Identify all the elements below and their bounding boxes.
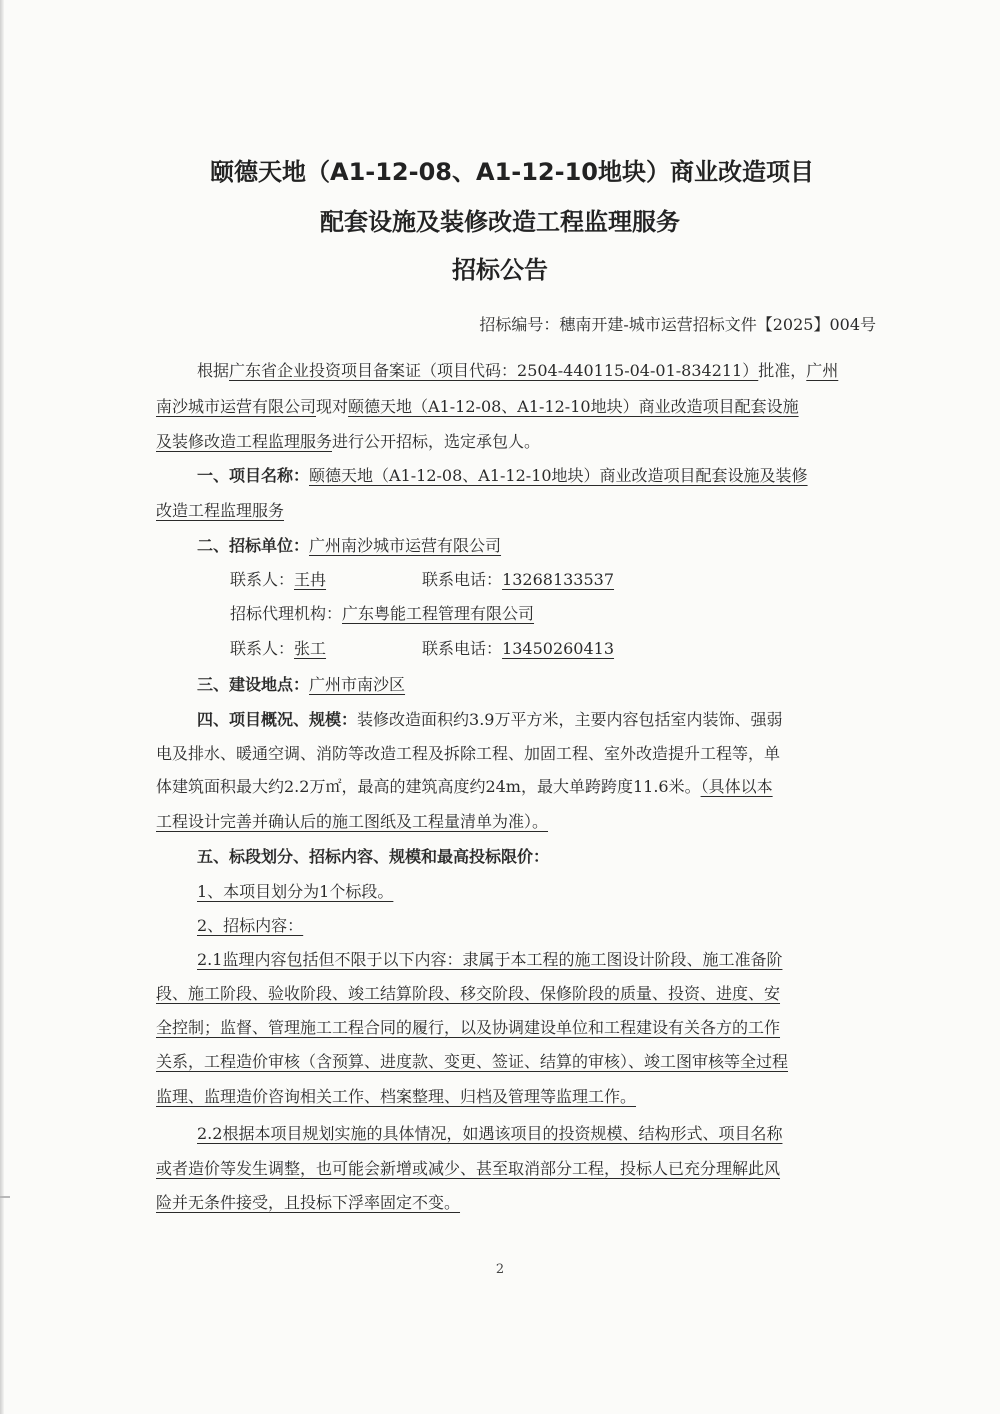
clause-2-1-line-5 bbox=[156, 1085, 636, 1109]
intro-line-3 bbox=[156, 430, 540, 454]
section-5-heading bbox=[197, 845, 549, 869]
phone-2-number: 13450260413 bbox=[502, 639, 615, 658]
section-4-text-3: 体建筑面积最大约2.2万㎡，最高的建筑高度约24m，最大单跨跨度11.6米。 bbox=[156, 777, 701, 796]
clause-2-1-text-2: 段、施工阶段、验收阶段、竣工结算阶段、移交阶段、保修阶段的质量、投资、进度、安 bbox=[156, 984, 781, 1003]
clause-2-1-line-4 bbox=[156, 1050, 788, 1074]
contact-2-line bbox=[230, 637, 614, 661]
tender-content-label: 2、招标内容： bbox=[197, 916, 304, 935]
contact-1-label: 联系人： bbox=[230, 570, 295, 589]
phone-1-label: 联系电话： bbox=[422, 570, 503, 589]
section-4-line-4 bbox=[156, 810, 548, 834]
page-number: 2 bbox=[495, 1262, 505, 1277]
clause-2-2-line-1 bbox=[197, 1122, 782, 1146]
document-title-line-3: 招标公告 bbox=[452, 256, 548, 284]
document-title-line-1: 颐德天地（A1-12-08、A1-12-10地块）商业改造项目 bbox=[210, 158, 814, 186]
scan-edge-mark bbox=[0, 1196, 10, 1198]
phone-1-number: 13268133537 bbox=[502, 570, 615, 589]
agency-name: 广东粤能工程管理有限公司 bbox=[342, 604, 535, 623]
project-name-part-2: 改造工程监理服务 bbox=[156, 501, 285, 520]
clause-2-1-line-3 bbox=[156, 1016, 780, 1040]
intro-project-part-1: 颐德天地（A1-12-08、A1-12-10地块）商业改造项目配套设施 bbox=[348, 397, 799, 416]
clause-2-1-text-4: 关系，工程造价审核（含预算、进度款、变更、签证、结算的审核）、竣工图审核等全过程 bbox=[156, 1052, 789, 1071]
agency-line bbox=[230, 602, 534, 626]
contact-2-name: 张工 bbox=[294, 639, 327, 658]
intro-org-part-2: 南沙城市运营有限公司 bbox=[156, 397, 317, 416]
section-4-note-part-2: 工程设计完善并确认后的施工图纸及工程量清单为准）。 bbox=[156, 812, 549, 831]
section-4-label: 四、项目概况、规模： bbox=[197, 710, 358, 729]
intro-certificate: 广东省企业投资项目备案证（项目代码：2504-440115-04-01-834211） bbox=[229, 361, 759, 380]
construction-site: 广州市南沙区 bbox=[309, 675, 406, 694]
clause-2-2-text-3: 险并无条件接受，且投标下浮率固定不变。 bbox=[156, 1193, 461, 1212]
clause-2-2-line-2 bbox=[156, 1157, 780, 1181]
clause-2-2-text-2: 或者造价等发生调整，也可能会新增或减少、甚至取消部分工程，投标人已充分理解此风 bbox=[156, 1159, 781, 1178]
document-title-line-2: 配套设施及装修改造工程监理服务 bbox=[320, 208, 680, 236]
intro-prefix: 根据 bbox=[197, 361, 230, 380]
clause-2-1-text-1: 2.1监理内容包括但不限于以下内容：隶属于本工程的施工图设计阶段、施工准备阶 bbox=[197, 950, 783, 969]
lot-division: 1、本项目划分为1个标段。 bbox=[197, 882, 394, 901]
intro-approval: 批准， bbox=[758, 361, 807, 380]
intro-now: 现对 bbox=[316, 397, 349, 416]
clause-2-2-line-3 bbox=[156, 1191, 460, 1215]
intro-line-1 bbox=[197, 359, 838, 383]
section-4-line-2: 电及排水、暖通空调、消防等改造工程及拆除工程、加固工程、室外改造提升工程等，单 bbox=[156, 744, 781, 763]
section-1-label: 一、项目名称： bbox=[197, 466, 310, 485]
tenderer-name: 广州南沙城市运营有限公司 bbox=[309, 536, 502, 555]
section-4-note-part-1: （具体以本 bbox=[700, 777, 773, 796]
clause-2-2-text-1: 2.2根据本项目规划实施的具体情况，如遇该项目的投资规模、结构形式、项目名称 bbox=[197, 1124, 783, 1143]
section-1-line-2 bbox=[156, 499, 284, 523]
bid-number: 招标编号：穗南开建-城市运营招标文件【2025】004号 bbox=[479, 315, 876, 334]
clause-2-1-text-3: 全控制；监督、管理施工工程合同的履行，以及协调建设单位和工程建设有关各方的工作 bbox=[156, 1018, 781, 1037]
contact-2-label: 联系人： bbox=[230, 639, 295, 658]
intro-line-2 bbox=[156, 395, 799, 419]
section-3-label: 三、建设地点： bbox=[197, 675, 310, 694]
contact-1-name: 王冉 bbox=[294, 570, 327, 589]
section-4-line-1 bbox=[197, 708, 782, 732]
intro-project-part-2: 及装修改造工程监理服务 bbox=[156, 432, 333, 451]
agency-label: 招标代理机构： bbox=[230, 604, 343, 623]
section-1-line-1 bbox=[197, 464, 808, 488]
clause-2-1-line-1 bbox=[197, 948, 782, 972]
section-4-text-1: 装修改造面积约3.9万平方米，主要内容包括室内装饰、强弱 bbox=[357, 710, 783, 729]
section-5-item-1 bbox=[197, 880, 393, 904]
contact-1-line bbox=[230, 568, 614, 592]
section-4-line-3 bbox=[156, 775, 773, 799]
section-5-item-2 bbox=[197, 914, 303, 938]
intro-org-part-1: 广州 bbox=[806, 361, 839, 380]
section-5-label: 五、标段划分、招标内容、规模和最高投标限价： bbox=[197, 847, 550, 866]
clause-2-1-line-2 bbox=[156, 982, 780, 1006]
section-2-label: 二、招标单位： bbox=[197, 536, 310, 555]
intro-suffix: 进行公开招标，选定承包人。 bbox=[332, 432, 541, 451]
phone-2-label: 联系电话： bbox=[422, 639, 503, 658]
section-3-line bbox=[197, 673, 405, 697]
section-2-line bbox=[197, 534, 501, 558]
clause-2-1-text-5: 监理、监理造价咨询相关工作、档案整理、归档及管理等监理工作。 bbox=[156, 1087, 637, 1106]
project-name-part-1: 颐德天地（A1-12-08、A1-12-10地块）商业改造项目配套设施及装修 bbox=[309, 466, 808, 485]
